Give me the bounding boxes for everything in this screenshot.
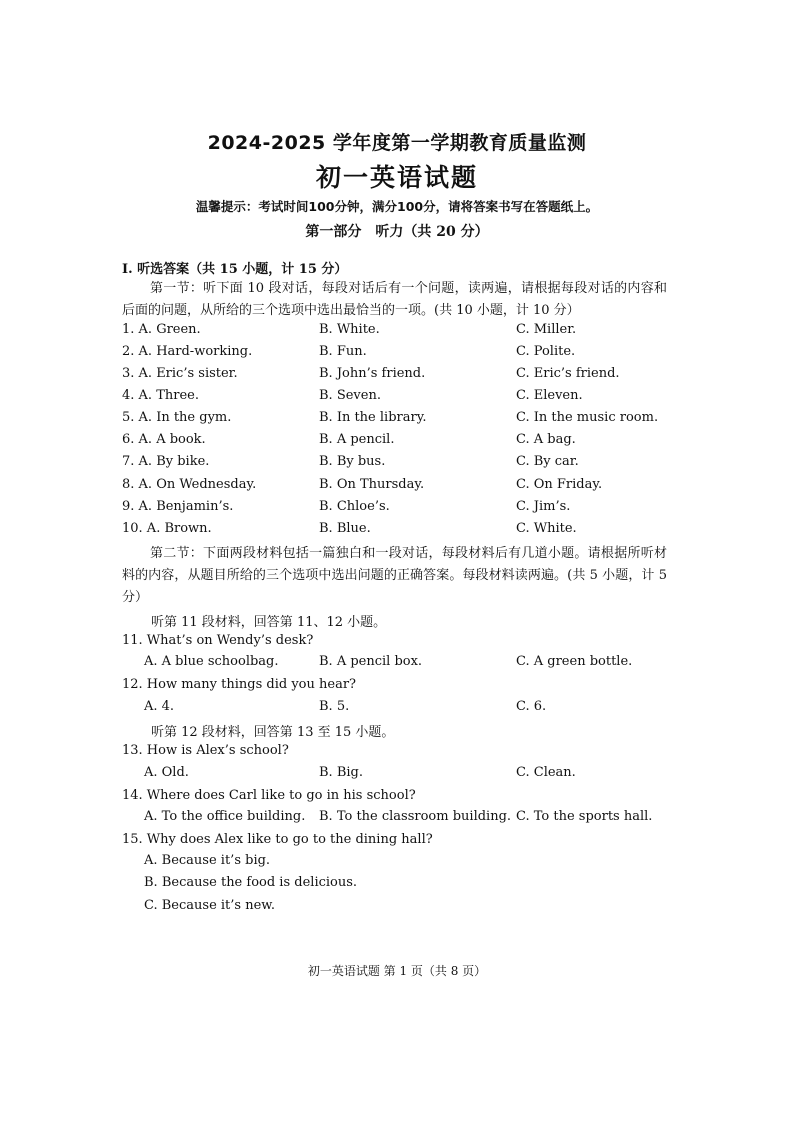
option-a: 4. A. Three. <box>122 388 199 403</box>
question-row <box>0 388 794 410</box>
option-a: 2. A. Hard-working. <box>122 344 253 359</box>
question-row <box>0 322 794 344</box>
question-row <box>0 432 794 454</box>
option-c: C. Miller. <box>516 322 577 337</box>
question-row <box>0 699 794 721</box>
option-a: 8. A. On Wednesday. <box>122 477 257 492</box>
option-b: B. Blue. <box>319 521 371 536</box>
option-c: C. Eric’s friend. <box>516 366 620 381</box>
option-c: C. In the music room. <box>516 410 659 425</box>
option-b: B. Chloe’s. <box>319 499 390 514</box>
exam-tip: 温馨提示：考试时间100分钟，满分100分，请将答案书写在答题纸上。 <box>195 199 599 214</box>
question-row <box>0 521 794 543</box>
option-b: B. A pencil box. <box>319 654 423 669</box>
option-b: B. Fun. <box>319 344 367 359</box>
option-a: 6. A. A book. <box>122 432 206 447</box>
section2-instructions: 第二节：下面两段材料包括一篇独白和一段对话，每段材料后有几道小题。请根据所听材料的内容，从题目所给的三个选项中选出问题的正确答案。每段材料读两遍。(共 5 小题，计 5 分） <box>122 546 667 605</box>
exam-title: 初一英语试题 <box>315 163 478 192</box>
question-row <box>0 898 794 920</box>
question-row <box>0 875 794 897</box>
option-a: A. To the office building. <box>144 809 306 824</box>
listen-instruction: 听第 11 段材料，回答第 11、12 小题。 <box>151 615 387 630</box>
option-c: C. To the sports hall. <box>516 809 653 824</box>
option-c: C. Eleven. <box>516 388 583 403</box>
section-heading: I. 听选答案（共 15 小题，计 15 分） <box>122 262 348 277</box>
option-a: 1. A. Green. <box>122 322 201 337</box>
option-b: B. 5. <box>319 699 350 714</box>
question-row <box>0 410 794 432</box>
page-footer: 初一英语试题 第 1 页（共 8 页） <box>307 964 487 978</box>
option-b: B. In the library. <box>319 410 427 425</box>
question-stem: 15. Why does Alex like to go to the dining hall? <box>122 832 433 847</box>
option-a: 10. A. Brown. <box>122 521 212 536</box>
question-row <box>0 654 794 676</box>
option-c: C. Because it’s new. <box>144 898 275 913</box>
option-b: B. Because the food is delicious. <box>144 875 358 890</box>
option-c: C. On Friday. <box>516 477 603 492</box>
option-c: C. Polite. <box>516 344 576 359</box>
option-a: A. A blue schoolbag. <box>144 654 279 669</box>
question-stem: 11. What’s on Wendy’s desk? <box>122 633 314 648</box>
option-c: C. Clean. <box>516 765 576 780</box>
question-stem: 12. How many things did you hear? <box>122 677 357 692</box>
question-row <box>0 809 794 831</box>
option-c: C. By car. <box>516 454 579 469</box>
option-c: C. A green bottle. <box>516 654 633 669</box>
option-a: 7. A. By bike. <box>122 454 210 469</box>
option-c: C. A bag. <box>516 432 576 447</box>
question-row <box>0 366 794 388</box>
question-stem: 13. How is Alex’s school? <box>122 743 289 758</box>
question-row <box>0 765 794 787</box>
option-a: 9. A. Benjamin’s. <box>122 499 234 514</box>
option-c: C. 6. <box>516 699 547 714</box>
option-b: B. White. <box>319 322 380 337</box>
option-b: B. By bus. <box>319 454 386 469</box>
question-row <box>0 499 794 521</box>
option-a: A. Old. <box>144 765 189 780</box>
section1-instructions: 第一节：听下面 10 段对话，每段对话后有一个问题，读两遍，请根据每段对话的内容和后面的问题，从所给的三个选项中选出最恰当的一项。(共 10 小题，计 10 分） <box>122 281 667 318</box>
option-b: B. On Thursday. <box>319 477 425 492</box>
option-b: B. Seven. <box>319 388 381 403</box>
option-b: B. To the classroom building. <box>319 809 512 824</box>
option-b: B. A pencil. <box>319 432 395 447</box>
part-heading: 第一部分 听力（共 20 分） <box>305 224 489 240</box>
question-row <box>0 344 794 366</box>
exam-title-year: 2024-2025 学年度第一学期教育质量监测 <box>207 132 587 154</box>
option-c: C. White. <box>516 521 577 536</box>
question-row <box>0 853 794 875</box>
listen-instruction: 听第 12 段材料，回答第 13 至 15 小题。 <box>151 725 395 740</box>
option-b: B. Big. <box>319 765 363 780</box>
question-stem: 14. Where does Carl like to go in his school? <box>122 788 416 803</box>
option-a: A. 4. <box>144 699 175 714</box>
option-a: 3. A. Eric’s sister. <box>122 366 238 381</box>
question-row <box>0 477 794 499</box>
question-row <box>0 454 794 476</box>
option-a: 5. A. In the gym. <box>122 410 232 425</box>
option-c: C. Jim’s. <box>516 499 571 514</box>
option-b: B. John’s friend. <box>319 366 426 381</box>
option-a: A. Because it’s big. <box>144 853 271 868</box>
